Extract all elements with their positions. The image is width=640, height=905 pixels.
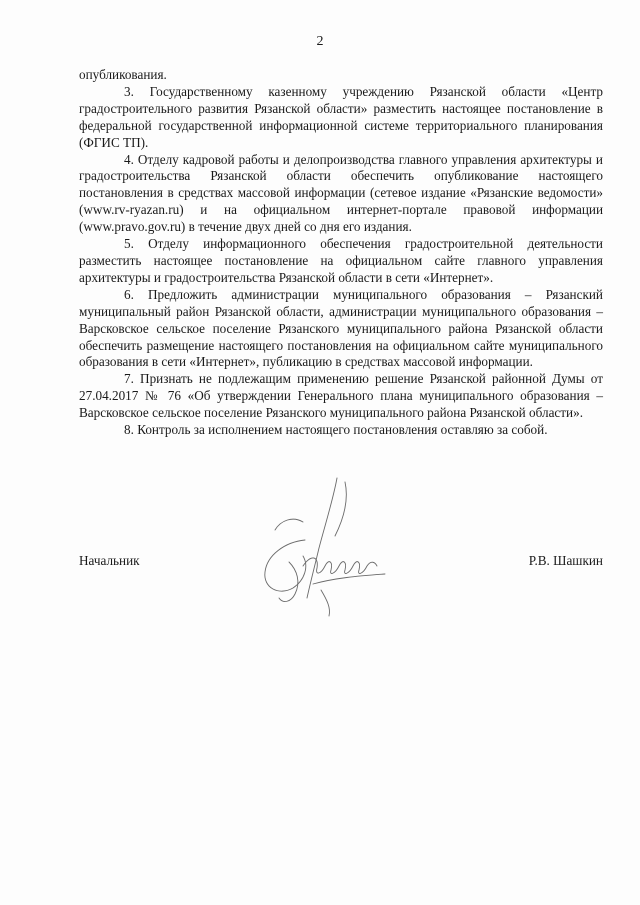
paragraph-item-7: 7. Признать не подлежащим применению решение Рязанской районной Думы от 27.04.2017 № 76 «Об утверждении Генерального плана муниципального образования – Варсковское сельское поселение Рязанского муниципального района Рязанской области».	[79, 371, 603, 421]
paragraph-item-3: 3. Государственному казенному учреждению Рязанской области «Центр градостроительного развития Рязанской области» разместить настоящее постановление в федеральной государственной информационной системе территориального планирования (ФГИС ТП).	[79, 83, 603, 150]
page-number: 2	[316, 34, 324, 49]
paragraph-item-6: 6. Предложить администрации муниципального образования – Рязанский муниципальный район Рязанской области, администрации муниципального образования – Варсковское сельское поселение Рязанского муниципального района Рязанской области обеспечить размещение настоящего постановления на официальном сайте муниципального образования в сети «Интернет», публикацию в средствах массовой информации.	[79, 286, 603, 370]
handwritten-signature	[245, 470, 405, 620]
paragraph-item-5: 5. Отделу информационного обеспечения градостроительной деятельности разместить настоящее постановление на официальном сайте главного управления архитектуры и градостроительства Рязанской области в сети «Интернет».	[79, 236, 603, 285]
paragraph-continuation: опубликования.	[79, 67, 167, 82]
signatory-title: Начальник	[79, 553, 140, 568]
signatory-name: Р.В. Шашкин	[528, 553, 603, 568]
paragraph-item-4: 4. Отделу кадровой работы и делопроизводства главного управления архитектуры и градостроительства Рязанской области обеспечить опубликование настоящего постановления в средствах массовой информации (сетевое издание «Рязанские ведомости» (www.rv-ryazan.ru) и на официальном интернет-портале правовой информации (www.pravo.gov.ru) в течение двух дней со дня его издания.	[79, 151, 603, 235]
paragraph-item-8: 8. Контроль за исполнением настоящего постановления оставляю за собой.	[124, 422, 548, 438]
document-body	[79, 67, 603, 439]
